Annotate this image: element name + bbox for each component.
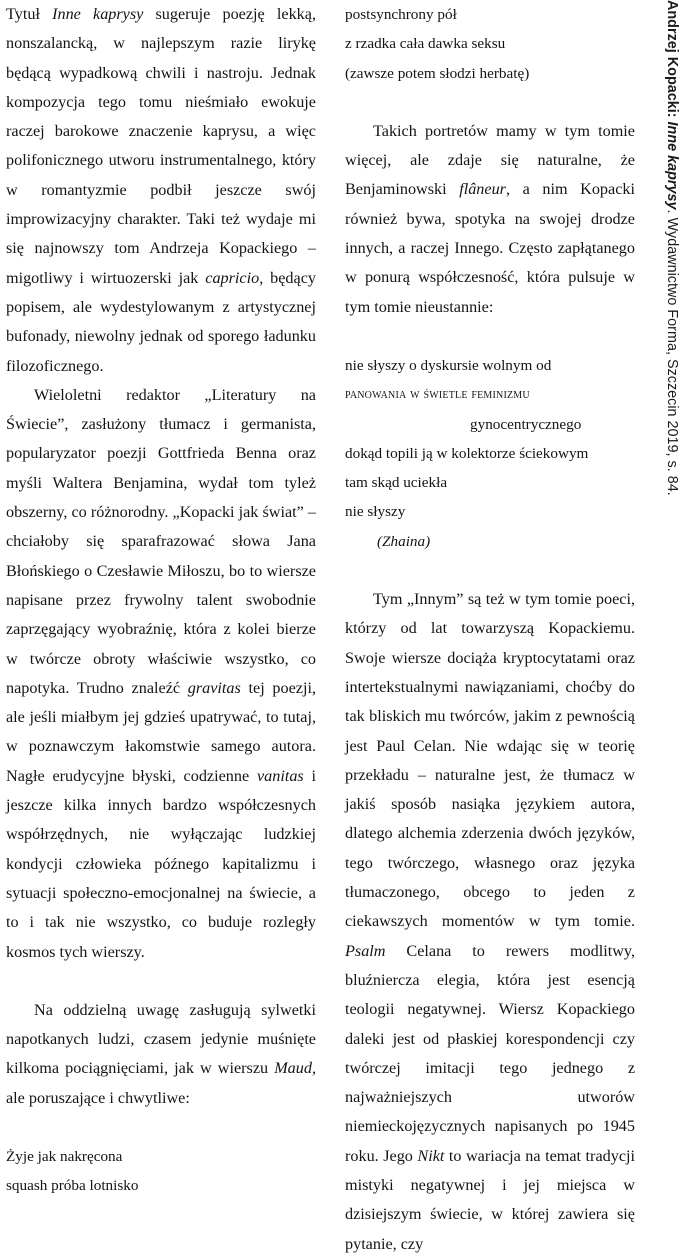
italic-term: flâneur bbox=[459, 180, 506, 199]
text-run: to wariacja na temat tradycji mistyki negatywnej i jej miejsca w dzisiejszym świecie, w której zawiera się pytanie, czy bbox=[345, 1146, 635, 1253]
book-citation-caption bbox=[654, 0, 690, 680]
verse-line: dokąd topili ją w kolektorze ściekowym bbox=[345, 444, 589, 462]
verse-line: squash próba lotnisko bbox=[6, 1177, 139, 1195]
text-run: sugeruje poezję lekką, nonszalancką, w najlepszym razie lirykę będącą wypadkową chwili i nastroju. Jednak kompozycja tego tomu nieśmiało ewokuje raczej barokowe znaczenie kaprysu, a więc polifonicznego utworu instrumentalnego, który w romantyzmie podbił jeszcze swój improwizacyjny charakter. Taki też wydaje mi się najnowszy tom Andrzeja Kopackiego – migotliwy i wirtuozerski jak bbox=[6, 5, 316, 287]
paragraph-intro bbox=[6, 0, 316, 381]
poem-quote-zhaina bbox=[345, 351, 635, 556]
left-column bbox=[6, 0, 316, 1201]
text-run: Celana to rewers modlitwy, bluźniercza elegia, która jest esencją teologii negatywnej. Wiersz Kopackiego daleki jest od płaskiej korespondencji czy twórczej imitacji tego jednego z najważniejszych utworów niemieckojęzycznych napisanych po 1945 roku. Jego bbox=[345, 941, 635, 1165]
text-run: , będący popisem, ale wydestylowanym z artystycznej bufonady, niewolny jednak od sporego ładunku filozoficznego. bbox=[6, 268, 316, 375]
poem-signature: (Zhaina) bbox=[377, 532, 431, 550]
text-run: Wieloletni redaktor „Literatury na Świecie”, zasłużony tłumacz i germanista, popularyzator poezji Gottfrieda Benna oraz myśli Waltera Benjamina, wydał tom tyleż obszerny, co różnorodny. „Kopacki jak świat” – chciałoby się sparafrazować słowa Jana Błońskiego o Czesławie Miłoszu, bo to wiersze napisane przez frywolny talent swobodnie zaprzęgający wyobraźnię, która z kolei bierze w twórcze obroty właściwie wszystko, co napotyka. Trudno znaleźć bbox=[6, 385, 316, 697]
text-run: i jeszcze kilka innych bardzo współczesnych współrzędnych, nie wyłączając ludzkiej kondycji człowieka późnego kapitalizmu i sytuacji społeczno-emocjonalnej na świecie, a to i tak nie wszystko, co buduje rozległy kosmos tych wierszy. bbox=[6, 766, 317, 961]
citation-text bbox=[663, 0, 681, 496]
book-title-italic: Inne kaprysy bbox=[52, 5, 144, 23]
verse-line: tam skąd uciekła bbox=[345, 474, 448, 492]
italic-term: vanitas bbox=[256, 766, 304, 785]
verse-line: Żyje jak nakręcona bbox=[6, 1147, 123, 1165]
paragraph-portraits bbox=[6, 996, 316, 1113]
text-run: Tym „Innym” są też w tym tomie poeci, którzy od lat towarzyszą Kopackiemu. Swoje wiersze dociąża kryptocytatami oraz intertekstualnymi nawiązaniami, choćby do tak bliskich mu twórców, jakim z pewnością jest Paul Celan. Nie wdając się w teorię przekładu – naturalne jest, że tłumacz w jakiś sposób nasiąka językiem autora, dlatego alchemia zderzenia dwóch języków, tego twórczego, własnego oraz języka tłumaczonego, obcego to jeden z ciekawszych momentów w tym tomie. bbox=[345, 590, 635, 931]
italic-term: capricio bbox=[205, 268, 260, 287]
poem-quote-maud bbox=[6, 1142, 316, 1201]
paragraph-celan bbox=[345, 585, 635, 1259]
text-run: Tytuł bbox=[6, 5, 53, 23]
verse-line: nie słyszy o dyskursie wolnym od bbox=[345, 356, 552, 374]
text-run: Na oddzielną uwagę zasługują sylwetki napotkanych ludzi, czasem jedynie muśnięte kilkoma pociągnięciami, jak w wierszu bbox=[6, 1000, 316, 1078]
citation-title: Inne kaprysy bbox=[664, 121, 680, 210]
right-column bbox=[345, 0, 635, 1259]
citation-author: Andrzej Kopacki: bbox=[664, 0, 680, 122]
citation-publisher: . Wydawnictwo Forma, Szczecin 2019, s. 84. bbox=[664, 209, 680, 496]
italic-term: gravitas bbox=[187, 678, 241, 697]
paragraph-flaneur bbox=[345, 117, 635, 322]
poem-quote-maud-continued bbox=[345, 0, 635, 88]
text-run: , a nim Kopacki również bywa, spotyka na swojej drodze innych, a raczej Innego. Często zapłątanego w ponurą współczesność, która pulsuje w tym tomie nieustannie: bbox=[345, 180, 635, 316]
poem-title-italic: Nikt bbox=[417, 1146, 445, 1165]
verse-line: gynocentrycznego bbox=[470, 415, 582, 433]
text-run: Takich portretów mamy w tym tomie więcej, ale zdaje się naturalne, że Benjaminowski bbox=[345, 121, 635, 199]
verse-line: panowania w świetle feminizmu bbox=[345, 387, 530, 403]
poem-title-italic: Maud bbox=[274, 1059, 312, 1078]
paragraph-editor bbox=[6, 381, 316, 967]
verse-line: nie słyszy bbox=[345, 503, 406, 521]
verse-line: z rzadka cała dawka seksu bbox=[345, 35, 506, 53]
poem-title-italic: Psalm bbox=[345, 941, 386, 960]
verse-line: postsynchrony pół bbox=[345, 6, 457, 23]
text-run: tej poezji, ale jeśli miałbym jej gdzieś upatrywać, to tutaj, w poznawczym łakomstwie samego autora. Nagłe erudycyjne błyski, codzienne bbox=[6, 678, 316, 785]
text-run: , ale poruszające i chwytliwe: bbox=[6, 1059, 316, 1107]
verse-line: (zawsze potem słodzi herbatę) bbox=[345, 64, 530, 82]
